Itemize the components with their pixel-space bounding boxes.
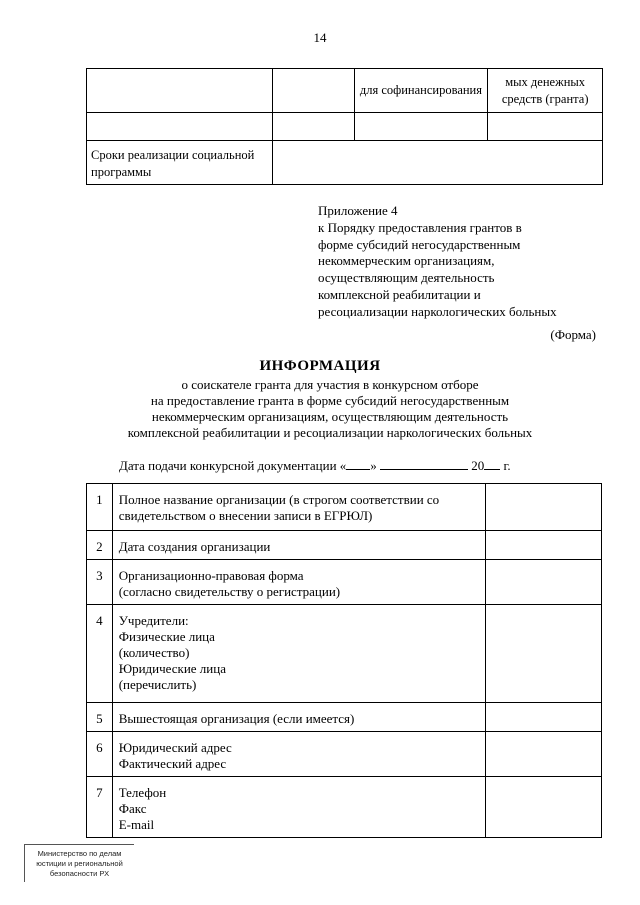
program-timeline-label: Сроки реализации социальной программы [87, 141, 273, 185]
row-value-cell[interactable] [485, 605, 601, 703]
row-label-line: Юридические лица [118, 661, 226, 676]
table-row [87, 484, 602, 531]
submission-date-line [119, 457, 511, 474]
ministry-stamp [24, 844, 134, 882]
budget-cell-empty [273, 113, 354, 141]
appendix-line: комплексной реабилитации и [318, 286, 481, 302]
date-middle: » [370, 458, 377, 473]
row-label-line: (перечислить) [118, 677, 197, 692]
row-number: 4 [87, 605, 113, 703]
table-row [87, 531, 602, 560]
appendix-line: к Порядку предоставления грантов в [318, 219, 522, 235]
row-number: 7 [87, 777, 113, 838]
row-label-line: Вышестоящая организация (если имеется) [118, 711, 355, 726]
row-label-line: Юридический адрес [118, 740, 232, 755]
appendix-line: ресоциализации наркологических больных [318, 303, 557, 319]
row-label [112, 605, 485, 703]
col-cofinancing-header: для софинансирования [354, 69, 488, 113]
table-row [87, 703, 602, 732]
row-label [112, 777, 485, 838]
row-label [112, 531, 485, 560]
row-number: 5 [87, 703, 113, 732]
row-label-line: Телефон [118, 785, 167, 800]
row-label-line: Учредители: [118, 613, 189, 628]
budget-table-fragment [86, 68, 603, 185]
row-value-cell[interactable] [485, 560, 601, 605]
document-subtitle [80, 377, 580, 441]
date-prefix: Дата подачи конкурсной документации « [119, 458, 347, 473]
row-label-line: E-mail [118, 817, 155, 832]
row-label-line: Фактический адрес [118, 756, 227, 771]
row-value-cell[interactable] [485, 703, 601, 732]
appendix-line: Приложение 4 [318, 203, 398, 218]
date-year: 20 [471, 458, 485, 473]
applicant-info-table [86, 483, 602, 838]
stamp-line: юстиции и региональной [36, 859, 123, 868]
row-label [112, 732, 485, 777]
row-label-line: Организационно-правовая форма [118, 568, 304, 583]
row-label-line: Полное название организации (в строгом соответствии со [118, 492, 440, 507]
table-row [87, 560, 602, 605]
row-number: 3 [87, 560, 113, 605]
row-label-line: свидетельством о внесении записи в ЕГРЮЛ) [118, 508, 373, 523]
row-number: 2 [87, 531, 113, 560]
month-blank[interactable] [380, 457, 468, 470]
subtitle-line: комплексной реабилитации и ресоциализации наркологических больных [127, 425, 533, 440]
appendix-line: осуществляющим деятельность [318, 270, 495, 286]
row-value-cell[interactable] [485, 777, 601, 838]
budget-cell-empty [354, 113, 488, 141]
budget-cell-empty [87, 69, 273, 113]
row-label [112, 484, 485, 531]
year-blank[interactable] [484, 457, 500, 470]
day-blank[interactable] [346, 457, 370, 470]
row-value-cell[interactable] [485, 531, 601, 560]
row-label [112, 703, 485, 732]
table-row [87, 732, 602, 777]
appendix-header [318, 203, 557, 321]
budget-cell-empty [273, 69, 354, 113]
table-row [87, 777, 602, 838]
row-label [112, 560, 485, 605]
subtitle-line: на предоставление гранта в форме субсидий негосударственным [150, 393, 510, 408]
document-title: ИНФОРМАЦИЯ [259, 358, 381, 374]
row-label-line: (количество) [118, 645, 190, 660]
row-label-line: Дата создания организации [118, 539, 271, 554]
row-value-cell[interactable] [485, 732, 601, 777]
appendix-line: некоммерческим организациям, [318, 253, 495, 269]
table-row [87, 605, 602, 703]
subtitle-line: некоммерческим организациям, осуществляющим деятельность [151, 409, 509, 424]
date-suffix: г. [503, 458, 511, 473]
row-number: 1 [87, 484, 113, 531]
row-value-cell[interactable] [485, 484, 601, 531]
form-label: (Форма) [550, 327, 596, 342]
stamp-line: безопасности РХ [49, 869, 110, 878]
row-label-line: Факс [118, 801, 147, 816]
subtitle-line: о соискателе гранта для участия в конкурсном отборе [181, 377, 479, 392]
row-label-line: Физические лица [118, 629, 215, 644]
stamp-line: Министерство по делам [37, 849, 122, 858]
row-label-line: (согласно свидетельству о регистрации) [118, 584, 341, 599]
program-timeline-value [273, 141, 603, 185]
budget-cell-empty [488, 113, 603, 141]
appendix-line: форме субсидий негосударственным [318, 236, 521, 252]
row-number: 6 [87, 732, 113, 777]
col-grant-header: мых денежных средств (гранта) [488, 69, 603, 113]
budget-cell-empty [87, 113, 273, 141]
page-number: 14 [313, 30, 327, 45]
